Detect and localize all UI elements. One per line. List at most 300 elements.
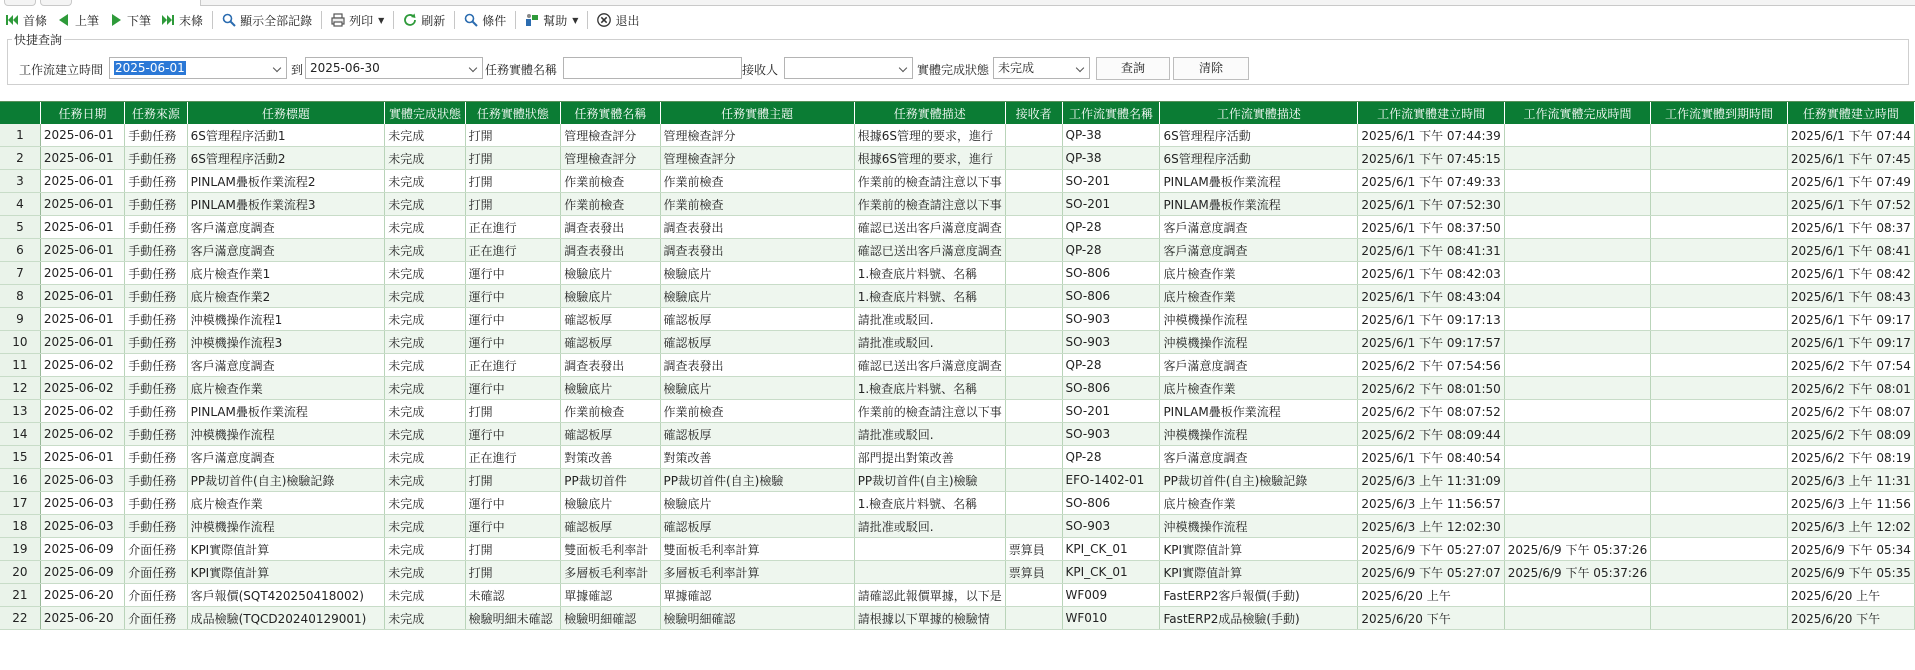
table-cell[interactable]: 未完成 <box>385 423 465 446</box>
table-cell[interactable]: 2025-06-20 <box>40 584 124 607</box>
table-cell[interactable]: SO-806 <box>1062 262 1160 285</box>
table-cell[interactable] <box>1005 308 1062 331</box>
table-cell[interactable]: 請確認此報價單據，以下是 <box>854 584 1005 607</box>
table-cell[interactable] <box>1005 469 1062 492</box>
column-header[interactable]: 接收者 <box>1005 102 1062 124</box>
table-cell[interactable]: 手動任務 <box>125 492 187 515</box>
table-cell[interactable]: 單據確認 <box>561 584 660 607</box>
table-cell[interactable]: 管理檢查評分 <box>660 147 854 170</box>
table-cell[interactable]: 運行中 <box>465 377 561 400</box>
table-row[interactable] <box>0 377 1915 400</box>
row-number-cell[interactable]: 7 <box>0 262 40 285</box>
table-row[interactable] <box>0 147 1915 170</box>
table-cell[interactable]: 檢驗底片 <box>660 377 854 400</box>
table-cell[interactable]: SO-201 <box>1062 193 1160 216</box>
table-cell[interactable]: 打開 <box>465 147 561 170</box>
table-cell[interactable]: 手動任務 <box>125 193 187 216</box>
table-cell[interactable]: KPI實際值計算 <box>187 561 385 584</box>
table-cell[interactable]: 未完成 <box>385 377 465 400</box>
table-cell[interactable]: 確認板厚 <box>660 515 854 538</box>
table-row[interactable] <box>0 423 1915 446</box>
table-cell[interactable]: 2025/6/3 上午 11:56:57 <box>1358 492 1504 515</box>
table-cell[interactable] <box>1005 377 1062 400</box>
row-number-cell[interactable]: 3 <box>0 170 40 193</box>
table-cell[interactable] <box>1651 285 1788 308</box>
table-cell[interactable]: 1.檢查底片料號、名稱 <box>854 377 1005 400</box>
table-cell[interactable]: 檢驗明細確認 <box>660 607 854 630</box>
table-cell[interactable] <box>1651 377 1788 400</box>
table-cell[interactable]: 介面任務 <box>125 584 187 607</box>
table-cell[interactable]: 2025-06-09 <box>40 561 124 584</box>
row-number-cell[interactable]: 15 <box>0 446 40 469</box>
table-cell[interactable]: 6S管理程序活動 <box>1160 147 1358 170</box>
table-cell[interactable]: 手動任務 <box>125 446 187 469</box>
table-cell[interactable]: 客戶滿意度調查 <box>1160 216 1358 239</box>
table-cell[interactable]: 底片檢查作業 <box>1160 285 1358 308</box>
table-cell[interactable]: 手動任務 <box>125 147 187 170</box>
table-cell[interactable]: 2025/6/1 下午 07:49:33 <box>1358 170 1504 193</box>
table-cell[interactable]: 作業前檢查 <box>660 400 854 423</box>
table-cell[interactable]: 調查表發出 <box>660 354 854 377</box>
table-cell[interactable]: SO-903 <box>1062 423 1160 446</box>
table-cell[interactable]: 2025/6/1 下午 08:40:54 <box>1358 446 1504 469</box>
table-cell[interactable]: 打開 <box>465 170 561 193</box>
table-cell[interactable]: 手動任務 <box>125 262 187 285</box>
table-cell[interactable] <box>1651 308 1788 331</box>
table-row[interactable] <box>0 193 1915 216</box>
table-cell[interactable]: 檢驗底片 <box>561 377 660 400</box>
table-cell[interactable] <box>1504 124 1650 147</box>
table-cell[interactable]: 底片檢查作業 <box>187 492 385 515</box>
table-cell[interactable] <box>1651 147 1788 170</box>
table-cell[interactable]: 2025/6/2 下午 07:54:56 <box>1358 354 1504 377</box>
table-cell[interactable]: 2025/6/2 下午 08:09:44 <box>1358 423 1504 446</box>
row-number-cell[interactable]: 6 <box>0 239 40 262</box>
row-number-header[interactable] <box>0 102 40 124</box>
column-header[interactable]: 工作流實體名稱 <box>1062 102 1160 124</box>
table-cell[interactable]: 客戶滿意度調查 <box>1160 446 1358 469</box>
table-row[interactable] <box>0 354 1915 377</box>
table-cell[interactable]: 1.檢查底片料號、名稱 <box>854 285 1005 308</box>
print-button[interactable] <box>326 9 388 31</box>
table-row[interactable] <box>0 538 1915 561</box>
table-cell[interactable]: SO-903 <box>1062 331 1160 354</box>
table-cell[interactable] <box>1651 492 1788 515</box>
table-cell[interactable]: 雙面板毛利率計算 <box>660 538 854 561</box>
table-cell[interactable]: 2025-06-01 <box>40 216 124 239</box>
table-cell[interactable]: 未完成 <box>385 354 465 377</box>
table-cell[interactable] <box>1504 446 1650 469</box>
table-cell[interactable]: 多層板毛利率計 <box>561 561 660 584</box>
column-header[interactable]: 工作流實體到期時間 <box>1651 102 1788 124</box>
table-cell[interactable]: 手動任務 <box>125 331 187 354</box>
table-cell[interactable] <box>1651 124 1788 147</box>
table-cell[interactable] <box>1005 423 1062 446</box>
table-cell[interactable]: 2025/6/3 上午 11:56 <box>1787 492 1914 515</box>
help-button[interactable] <box>520 9 582 31</box>
table-cell[interactable]: 2025/6/1 下午 08:41:31 <box>1358 239 1504 262</box>
table-cell[interactable]: 未完成 <box>385 515 465 538</box>
table-cell[interactable]: 手動任務 <box>125 216 187 239</box>
table-cell[interactable]: 未完成 <box>385 285 465 308</box>
table-cell[interactable]: 2025-06-20 <box>40 607 124 630</box>
next-record-button[interactable] <box>104 9 155 31</box>
table-cell[interactable]: 2025-06-01 <box>40 446 124 469</box>
table-cell[interactable]: 成品檢驗(TQCD20240129001) <box>187 607 385 630</box>
table-cell[interactable] <box>1005 331 1062 354</box>
row-number-cell[interactable]: 20 <box>0 561 40 584</box>
table-cell[interactable]: 2025-06-01 <box>40 331 124 354</box>
table-cell[interactable] <box>1504 492 1650 515</box>
table-cell[interactable]: 2025-06-03 <box>40 469 124 492</box>
row-number-cell[interactable]: 21 <box>0 584 40 607</box>
table-cell[interactable]: 2025/6/3 上午 11:31:09 <box>1358 469 1504 492</box>
column-header[interactable]: 工作流實體建立時間 <box>1358 102 1504 124</box>
table-cell[interactable]: 2025/6/1 下午 08:43 <box>1787 285 1914 308</box>
table-cell[interactable]: 2025/6/1 下午 07:45 <box>1787 147 1914 170</box>
table-cell[interactable]: 2025-06-01 <box>40 308 124 331</box>
table-cell[interactable]: 運行中 <box>465 492 561 515</box>
conditions-button[interactable] <box>459 9 510 31</box>
table-cell[interactable]: 手動任務 <box>125 515 187 538</box>
table-cell[interactable]: QP-28 <box>1062 216 1160 239</box>
table-cell[interactable]: 2025/6/1 下午 09:17:57 <box>1358 331 1504 354</box>
table-cell[interactable]: 調查表發出 <box>660 239 854 262</box>
table-cell[interactable]: 運行中 <box>465 515 561 538</box>
table-cell[interactable]: 2025-06-02 <box>40 377 124 400</box>
table-cell[interactable] <box>854 561 1005 584</box>
table-cell[interactable]: 2025/6/9 下午 05:37:26 <box>1504 561 1650 584</box>
table-cell[interactable]: 雙面板毛利率計 <box>561 538 660 561</box>
table-cell[interactable]: 2025/6/3 上午 12:02 <box>1787 515 1914 538</box>
table-cell[interactable]: 底片檢查作業1 <box>187 262 385 285</box>
prev-record-button[interactable] <box>52 9 103 31</box>
table-cell[interactable]: 2025/6/2 下午 08:09 <box>1787 423 1914 446</box>
top-tab[interactable] <box>40 0 72 6</box>
table-cell[interactable]: 檢驗明細確認 <box>561 607 660 630</box>
table-cell[interactable] <box>1504 584 1650 607</box>
table-cell[interactable]: 未完成 <box>385 492 465 515</box>
table-cell[interactable]: 調查表發出 <box>660 216 854 239</box>
table-row[interactable] <box>0 124 1915 147</box>
table-cell[interactable]: 2025-06-02 <box>40 400 124 423</box>
table-cell[interactable] <box>1005 147 1062 170</box>
table-cell[interactable] <box>1005 239 1062 262</box>
table-cell[interactable]: 部門提出對策改善 <box>854 446 1005 469</box>
table-cell[interactable]: PP裁切首件(自主)檢驗記錄 <box>1160 469 1358 492</box>
table-row[interactable] <box>0 584 1915 607</box>
table-cell[interactable]: 手動任務 <box>125 354 187 377</box>
table-cell[interactable]: SO-903 <box>1062 308 1160 331</box>
table-cell[interactable]: PINLAM疊板作業流程2 <box>187 170 385 193</box>
table-cell[interactable] <box>1651 354 1788 377</box>
table-cell[interactable] <box>1005 400 1062 423</box>
table-cell[interactable] <box>1005 607 1062 630</box>
table-cell[interactable] <box>1504 400 1650 423</box>
table-cell[interactable]: 2025-06-01 <box>40 193 124 216</box>
table-cell[interactable] <box>1651 538 1788 561</box>
table-cell[interactable]: 運行中 <box>465 331 561 354</box>
column-header[interactable]: 任務日期 <box>40 102 124 124</box>
table-cell[interactable]: 運行中 <box>465 285 561 308</box>
row-number-cell[interactable]: 11 <box>0 354 40 377</box>
table-row[interactable] <box>0 515 1915 538</box>
table-cell[interactable]: 確認已送出客戶滿意度調查 <box>854 354 1005 377</box>
table-cell[interactable]: 2025/6/1 下午 07:52 <box>1787 193 1914 216</box>
date-from-picker[interactable] <box>109 57 287 79</box>
table-cell[interactable] <box>1504 239 1650 262</box>
table-cell[interactable] <box>1651 193 1788 216</box>
table-cell[interactable] <box>1651 331 1788 354</box>
table-cell[interactable]: 2025/6/9 下午 05:27:07 <box>1358 538 1504 561</box>
table-cell[interactable]: EFO-1402-01 <box>1062 469 1160 492</box>
table-cell[interactable]: 作業前檢查 <box>660 193 854 216</box>
table-cell[interactable] <box>1504 354 1650 377</box>
table-cell[interactable]: 未完成 <box>385 308 465 331</box>
table-cell[interactable]: 客戶滿意度調查 <box>187 216 385 239</box>
status-select[interactable] <box>993 57 1090 79</box>
row-number-cell[interactable]: 5 <box>0 216 40 239</box>
table-cell[interactable]: QP-38 <box>1062 147 1160 170</box>
row-number-cell[interactable]: 8 <box>0 285 40 308</box>
table-cell[interactable]: 2025-06-01 <box>40 170 124 193</box>
table-cell[interactable] <box>1651 400 1788 423</box>
table-row[interactable] <box>0 446 1915 469</box>
row-number-cell[interactable]: 2 <box>0 147 40 170</box>
table-cell[interactable]: 2025/6/2 下午 08:07 <box>1787 400 1914 423</box>
table-cell[interactable]: 2025-06-01 <box>40 239 124 262</box>
date-to-picker[interactable] <box>305 57 483 79</box>
table-cell[interactable]: 2025/6/1 下午 09:17 <box>1787 331 1914 354</box>
table-cell[interactable]: FastERP2客戶報價(手動) <box>1160 584 1358 607</box>
table-cell[interactable]: 檢驗底片 <box>660 492 854 515</box>
table-cell[interactable]: 2025/6/1 下午 07:49 <box>1787 170 1914 193</box>
search-button[interactable]: 查詢 <box>1096 57 1170 80</box>
table-cell[interactable]: 沖模機操作流程3 <box>187 331 385 354</box>
table-cell[interactable] <box>1651 239 1788 262</box>
table-cell[interactable]: 介面任務 <box>125 561 187 584</box>
table-cell[interactable] <box>1651 170 1788 193</box>
row-number-cell[interactable]: 22 <box>0 607 40 630</box>
table-cell[interactable]: 多層板毛利率計算 <box>660 561 854 584</box>
row-number-cell[interactable]: 10 <box>0 331 40 354</box>
table-cell[interactable]: 未完成 <box>385 193 465 216</box>
table-cell[interactable]: SO-806 <box>1062 492 1160 515</box>
table-cell[interactable]: PINLAM疊板作業流程3 <box>187 193 385 216</box>
table-cell[interactable]: PINLAM疊板作業流程 <box>1160 400 1358 423</box>
table-cell[interactable] <box>1005 492 1062 515</box>
table-cell[interactable]: 底片檢查作業2 <box>187 285 385 308</box>
table-cell[interactable]: 1.檢查底片料號、名稱 <box>854 262 1005 285</box>
table-cell[interactable]: SO-806 <box>1062 377 1160 400</box>
table-cell[interactable]: 票算員 <box>1005 561 1062 584</box>
row-number-cell[interactable]: 9 <box>0 308 40 331</box>
table-cell[interactable]: 檢驗明細未確認 <box>465 607 561 630</box>
table-cell[interactable]: 未完成 <box>385 147 465 170</box>
table-cell[interactable]: 客戶滿意度調查 <box>187 239 385 262</box>
column-header[interactable]: 工作流實體完成時間 <box>1504 102 1650 124</box>
table-cell[interactable]: 2025-06-03 <box>40 515 124 538</box>
table-cell[interactable]: 正在進行 <box>465 354 561 377</box>
table-cell[interactable]: 票算員 <box>1005 538 1062 561</box>
table-cell[interactable]: 底片檢查作業 <box>1160 377 1358 400</box>
column-header[interactable]: 任務標題 <box>187 102 385 124</box>
table-cell[interactable]: 2025/6/20 下午 <box>1787 607 1914 630</box>
table-cell[interactable]: 2025/6/20 上午 <box>1358 584 1504 607</box>
table-row[interactable] <box>0 492 1915 515</box>
table-cell[interactable]: 沖模機操作流程 <box>1160 308 1358 331</box>
table-cell[interactable]: 打開 <box>465 469 561 492</box>
column-header[interactable]: 任務實體主題 <box>660 102 854 124</box>
table-cell[interactable]: 2025/6/2 下午 08:01:50 <box>1358 377 1504 400</box>
entity-name-input[interactable] <box>563 57 742 79</box>
table-cell[interactable] <box>1504 262 1650 285</box>
table-cell[interactable]: 檢驗底片 <box>561 262 660 285</box>
table-cell[interactable]: 客戶滿意度調查 <box>187 354 385 377</box>
column-header[interactable]: 工作流實體描述 <box>1160 102 1358 124</box>
table-cell[interactable] <box>1005 515 1062 538</box>
table-cell[interactable]: 2025/6/2 下午 08:19 <box>1787 446 1914 469</box>
table-cell[interactable]: 打開 <box>465 561 561 584</box>
table-cell[interactable]: PP裁切首件(自主)檢驗 <box>660 469 854 492</box>
clear-button[interactable]: 清除 <box>1173 57 1249 80</box>
table-row[interactable] <box>0 239 1915 262</box>
table-cell[interactable] <box>1651 216 1788 239</box>
table-cell[interactable]: 2025-06-02 <box>40 354 124 377</box>
table-cell[interactable]: PP裁切首件(自主)檢驗記錄 <box>187 469 385 492</box>
table-cell[interactable] <box>1504 331 1650 354</box>
table-cell[interactable]: 2025/6/1 下午 07:44 <box>1787 124 1914 147</box>
table-cell[interactable]: 管理檢查評分 <box>660 124 854 147</box>
last-record-button[interactable] <box>156 9 207 31</box>
table-cell[interactable]: 6S管理程序活動1 <box>187 124 385 147</box>
table-cell[interactable]: 客戶報價(SQT420250418002) <box>187 584 385 607</box>
table-cell[interactable] <box>1504 193 1650 216</box>
table-cell[interactable]: FastERP2成品檢驗(手動) <box>1160 607 1358 630</box>
table-cell[interactable]: 作業前檢查 <box>561 400 660 423</box>
table-row[interactable] <box>0 216 1915 239</box>
table-cell[interactable]: 2025/6/1 下午 08:37:50 <box>1358 216 1504 239</box>
table-cell[interactable]: 2025/6/1 下午 07:44:39 <box>1358 124 1504 147</box>
table-cell[interactable]: 2025/6/3 上午 11:31 <box>1787 469 1914 492</box>
table-cell[interactable]: 未確認 <box>465 584 561 607</box>
table-cell[interactable] <box>1005 262 1062 285</box>
table-cell[interactable] <box>1504 377 1650 400</box>
table-cell[interactable]: 介面任務 <box>125 538 187 561</box>
table-cell[interactable] <box>1651 607 1788 630</box>
table-cell[interactable]: 2025-06-02 <box>40 423 124 446</box>
table-cell[interactable]: 請批准或駁回. <box>854 423 1005 446</box>
table-cell[interactable]: 調查表發出 <box>561 216 660 239</box>
table-row[interactable] <box>0 262 1915 285</box>
table-cell[interactable]: 6S管理程序活動 <box>1160 124 1358 147</box>
table-cell[interactable]: 確認板厚 <box>561 423 660 446</box>
table-cell[interactable]: 介面任務 <box>125 607 187 630</box>
table-cell[interactable]: 檢驗底片 <box>660 262 854 285</box>
row-number-cell[interactable]: 19 <box>0 538 40 561</box>
table-cell[interactable] <box>1651 446 1788 469</box>
table-cell[interactable]: 單據確認 <box>660 584 854 607</box>
table-cell[interactable]: 打開 <box>465 124 561 147</box>
table-cell[interactable]: KPI_CK_01 <box>1062 538 1160 561</box>
table-cell[interactable]: 2025/6/9 下午 05:35 <box>1787 561 1914 584</box>
table-cell[interactable]: 作業前檢查 <box>561 193 660 216</box>
table-cell[interactable]: 作業前檢查 <box>660 170 854 193</box>
table-cell[interactable]: 確認板厚 <box>561 308 660 331</box>
row-number-cell[interactable]: 14 <box>0 423 40 446</box>
table-cell[interactable] <box>854 538 1005 561</box>
receiver-select[interactable] <box>784 57 913 79</box>
table-cell[interactable]: 手動任務 <box>125 285 187 308</box>
table-cell[interactable]: 正在進行 <box>465 446 561 469</box>
table-cell[interactable]: 沖模機操作流程 <box>1160 423 1358 446</box>
table-cell[interactable] <box>1651 515 1788 538</box>
table-cell[interactable]: 運行中 <box>465 262 561 285</box>
row-number-cell[interactable]: 4 <box>0 193 40 216</box>
table-row[interactable] <box>0 561 1915 584</box>
table-cell[interactable]: 手動任務 <box>125 377 187 400</box>
table-cell[interactable]: 未完成 <box>385 538 465 561</box>
table-cell[interactable]: 沖模機操作流程 <box>1160 515 1358 538</box>
table-cell[interactable]: 確認板厚 <box>561 515 660 538</box>
table-cell[interactable]: 2025/6/1 下午 08:37 <box>1787 216 1914 239</box>
table-cell[interactable] <box>1651 469 1788 492</box>
table-cell[interactable]: 確認板厚 <box>561 331 660 354</box>
exit-button[interactable] <box>592 9 643 31</box>
table-cell[interactable] <box>1504 147 1650 170</box>
table-cell[interactable]: 請批准或駁回. <box>854 331 1005 354</box>
table-cell[interactable]: 沖模機操作流程 <box>187 515 385 538</box>
table-cell[interactable]: 2025/6/1 下午 08:42 <box>1787 262 1914 285</box>
table-cell[interactable]: 未完成 <box>385 607 465 630</box>
table-cell[interactable] <box>1005 446 1062 469</box>
table-cell[interactable]: 確認板厚 <box>660 423 854 446</box>
table-cell[interactable]: 未完成 <box>385 170 465 193</box>
table-row[interactable] <box>0 607 1915 630</box>
table-cell[interactable]: 打開 <box>465 400 561 423</box>
table-row[interactable] <box>0 285 1915 308</box>
row-number-cell[interactable]: 13 <box>0 400 40 423</box>
table-cell[interactable]: 未完成 <box>385 262 465 285</box>
table-cell[interactable]: 正在進行 <box>465 239 561 262</box>
table-cell[interactable] <box>1504 170 1650 193</box>
table-cell[interactable]: 2025/6/1 下午 08:43:04 <box>1358 285 1504 308</box>
table-cell[interactable]: 2025/6/1 下午 09:17 <box>1787 308 1914 331</box>
table-cell[interactable]: 未完成 <box>385 561 465 584</box>
table-cell[interactable]: QP-28 <box>1062 239 1160 262</box>
table-cell[interactable]: 底片檢查作業 <box>1160 262 1358 285</box>
table-cell[interactable]: 請批准或駁回. <box>854 308 1005 331</box>
table-cell[interactable]: 底片檢查作業 <box>187 377 385 400</box>
table-cell[interactable]: 請根據以下單據的檢驗情 <box>854 607 1005 630</box>
table-cell[interactable] <box>1005 216 1062 239</box>
table-row[interactable] <box>0 170 1915 193</box>
table-cell[interactable]: 作業前的檢查請注意以下事 <box>854 193 1005 216</box>
row-number-cell[interactable]: 17 <box>0 492 40 515</box>
table-cell[interactable] <box>1504 216 1650 239</box>
table-row[interactable] <box>0 308 1915 331</box>
table-cell[interactable]: 管理檢查評分 <box>561 147 660 170</box>
table-cell[interactable]: 根據6S管理的要求，進行 <box>854 147 1005 170</box>
table-cell[interactable]: 作業前的檢查請注意以下事 <box>854 400 1005 423</box>
table-cell[interactable]: KPI實際值計算 <box>1160 561 1358 584</box>
column-header[interactable]: 任務實體建立時間 <box>1787 102 1914 124</box>
table-cell[interactable]: 未完成 <box>385 216 465 239</box>
table-cell[interactable]: 手動任務 <box>125 308 187 331</box>
table-cell[interactable]: 確認已送出客戶滿意度調查 <box>854 239 1005 262</box>
table-cell[interactable]: 請批准或駁回. <box>854 515 1005 538</box>
table-cell[interactable]: 根據6S管理的要求，進行 <box>854 124 1005 147</box>
